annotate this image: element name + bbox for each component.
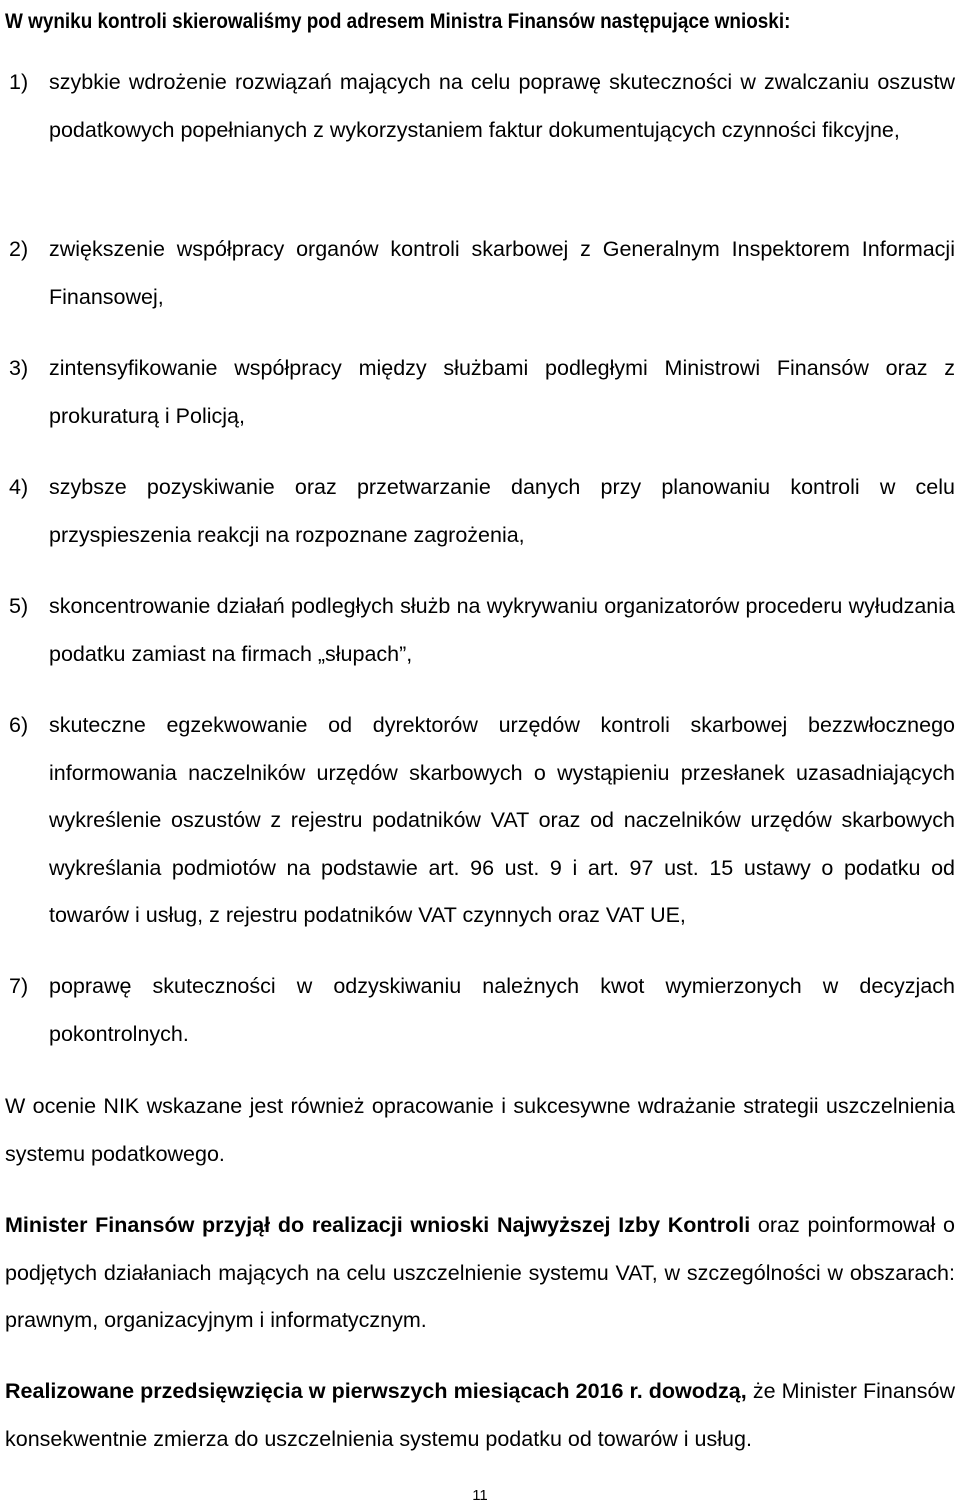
list-item-text: szybsze pozyskiwanie oraz przetwarzanie danych przy planowaniu kontroli w celu przyspieszenia reakcji na rozpoznane zagrożenia, <box>49 475 955 547</box>
list-item-text: szybkie wdrożenie rozwiązań mających na celu poprawę skuteczności w zwalczaniu oszustw podatkowych popełnianych z wykorzystaniem faktur dokumentujących czynności fikcyjne, <box>49 70 955 142</box>
list-item-6 <box>5 702 955 940</box>
list-item-number: 5) <box>9 594 29 618</box>
list-item-number: 2) <box>9 237 29 261</box>
list-item-text: poprawę skuteczności w odzyskiwaniu należnych kwot wymierzonych w decyzjach pokontrolnych. <box>49 974 955 1046</box>
list-item-number: 4) <box>9 475 29 499</box>
paragraph-nik-assessment: W ocenie NIK wskazane jest również opracowanie i sukcesywne wdrażanie strategii uszczelnienia systemu podatkowego. <box>5 1094 955 1166</box>
list-item-text: skoncentrowanie działań podległych służb na wykrywaniu organizatorów procederu wyłudzania podatku zamiast na firmach „słupach”, <box>49 594 955 666</box>
list-item-4 <box>5 464 955 559</box>
list-item-number: 7) <box>9 974 29 998</box>
page-number: 11 <box>472 1487 488 1504</box>
paragraph-bold-lead: Minister Finansów przyjął do realizacji wnioski Najwyższej Izby Kontroli <box>5 1213 751 1237</box>
list-item-number: 1) <box>9 70 29 94</box>
paragraph-body: oraz poinformował o podjętych działaniach mających na celu uszczelnienie systemu VAT, w szczególności w obszarach: prawnym, organizacyjnym i informatycznym. <box>5 1213 955 1332</box>
list-item-7 <box>5 963 955 1058</box>
list-item-text: zwiększenie współpracy organów kontroli skarbowej z Generalnym Inspektorem Informacji Finansowej, <box>49 237 955 309</box>
list-item-number: 6) <box>9 713 29 737</box>
list-item-2 <box>5 226 955 321</box>
list-item-number: 3) <box>9 356 29 380</box>
list-item-3 <box>5 345 955 440</box>
list-item-5 <box>5 583 955 678</box>
paragraph-body: że Minister Finansów konsekwentnie zmierza do uszczelnienia systemu podatku od towarów i usług. <box>5 1379 956 1451</box>
paragraph-minister-response <box>5 1202 955 1345</box>
paragraph-bold-lead: Realizowane przedsięwzięcia w pierwszych miesiącach 2016 r. dowodzą, <box>5 1379 747 1403</box>
heading: W wyniku kontroli skierowaliśmy pod adresem Ministra Finansów następujące wnioski: <box>5 9 791 33</box>
list-item-1 <box>5 59 955 154</box>
paragraph-initiatives <box>5 1368 955 1463</box>
list-item-text: zintensyfikowanie współpracy między służbami podległymi Ministrowi Finansów oraz z prokuraturą i Policją, <box>49 356 955 428</box>
list-item-text: skuteczne egzekwowanie od dyrektorów urzędów kontroli skarbowej bezzwłocznego informowania naczelników urzędów skarbowych o wystąpieniu przesłanek uzasadniających wykreślenie oszustów z rejestru podatników VAT oraz od naczelników urzędów skarbowych wykreślania podmiotów na podstawie art. 96 ust. 9 i art. 97 ust. 15 ustawy o podatku od towarów i usług, z rejestru podatników VAT czynnych oraz VAT UE, <box>49 713 955 927</box>
